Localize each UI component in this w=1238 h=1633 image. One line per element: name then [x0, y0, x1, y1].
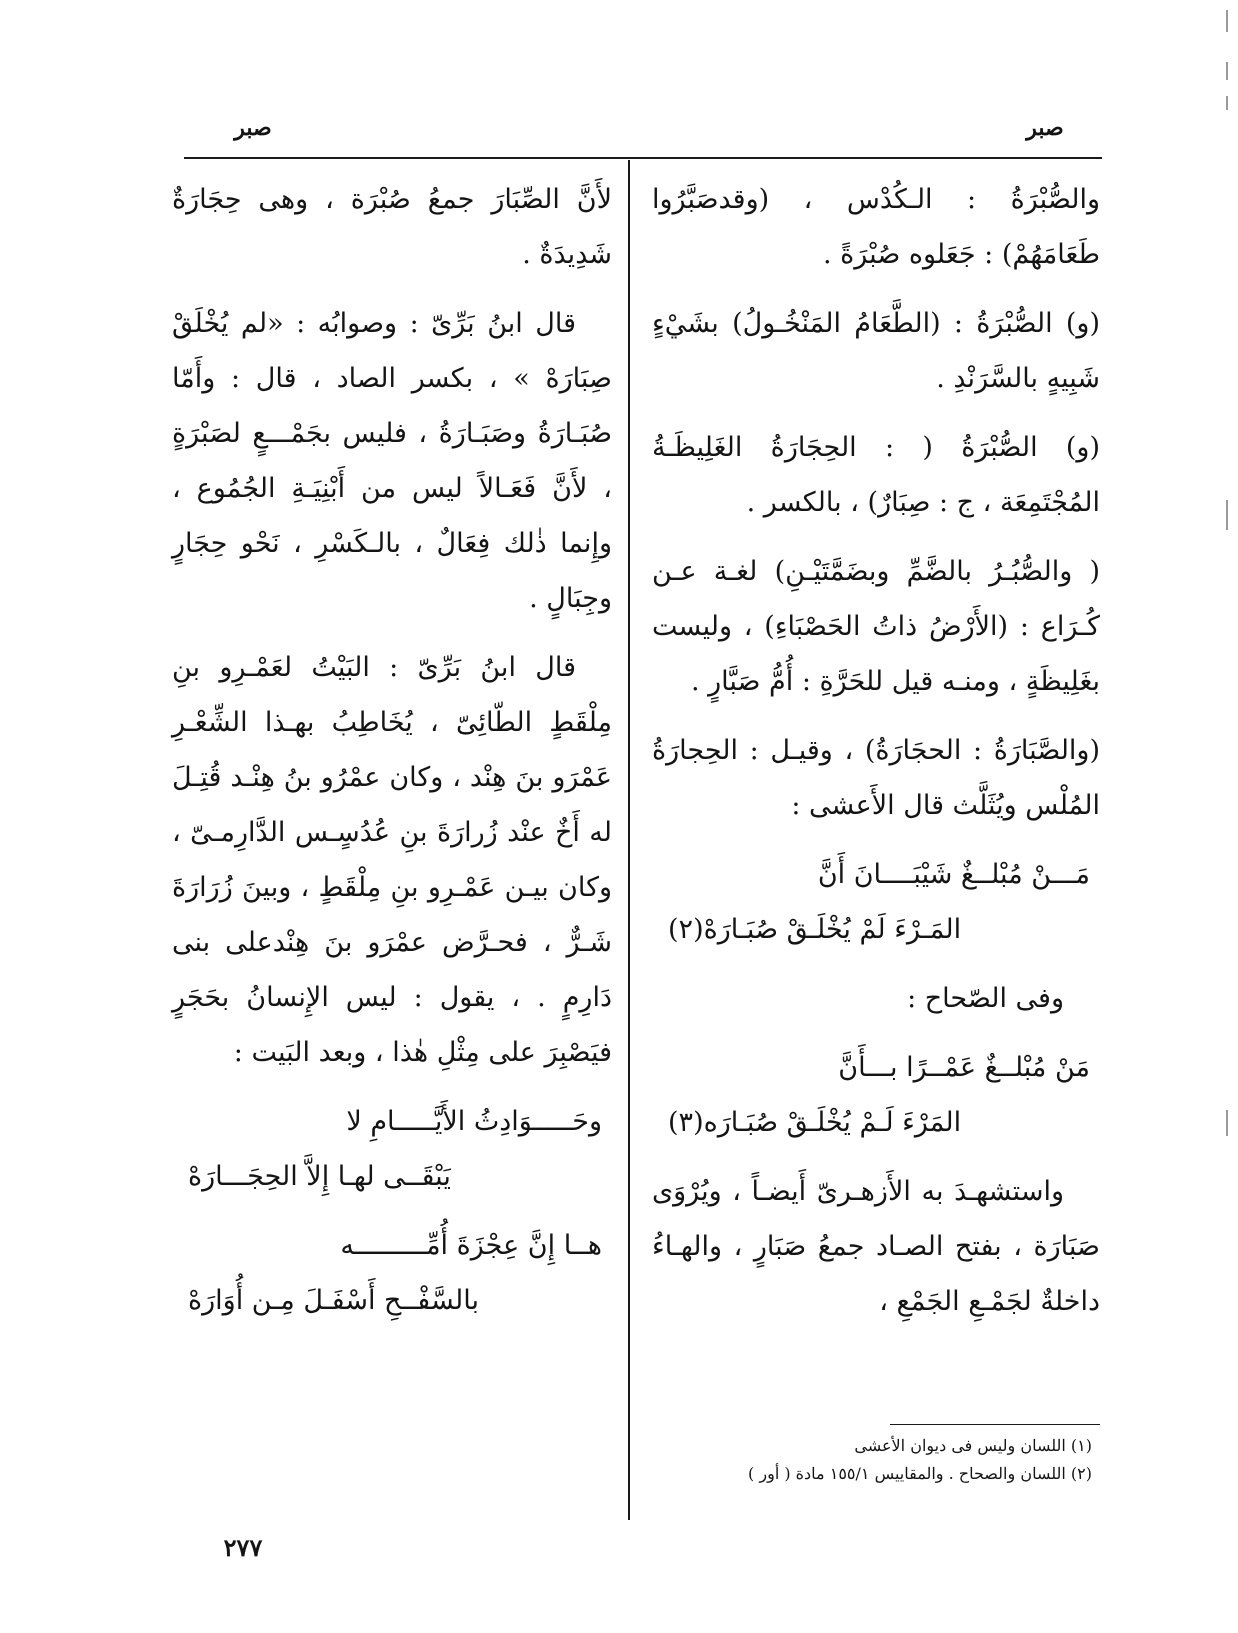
footnote: (١) اللسان وليس فى ديوان الأعشى: [854, 1436, 1092, 1455]
verse-second-hemistich: يَبْقَــى لهـا إِلاَّ الحِجَـــارَهْ: [188, 1161, 451, 1192]
verse: [652, 1040, 1100, 1150]
paragraph: قال ابنُ بَرِّىّ : البَيْتُ لعَمْـرِو بنِ مِلْقَطٍ الطّائِىّ ، يُخَاطِبُ بهـذا الشِّعْـرِ عَمْرَو بنَ هِنْد ، وكان عمْرُو بنُ هِنْـد قُتِـلَ له أَخٌ عنْد زُرارَةَ بنِ عُدُسٍـس الدَّارِمـىّ ، وكان بيـن عَمْـرِو بنِ مِلْقَطٍ ، وبينَ زُرَارَةَ شَـرٌّ ، فحـرَّض عمْرَو بنَ هِنْدعلى بنى دَارِمٍ . ، يقول : ليس الإِنسانُ بحَجَرٍ فيَصْبِرَ على مِثْلِ هٰذا ، وبعد البَيت :: [172, 652, 612, 1068]
verse-first-hemistich: مَـــنْ مُبْلــغٌ شَيْبَــــانَ أَنَّ: [817, 859, 1090, 890]
verse-first-hemistich: هــا إِنَّ عِجْزَةَ أُمِّـــــــــه: [340, 1230, 602, 1261]
footnote-rule: [890, 1424, 1100, 1425]
footnotes: [652, 1432, 1092, 1488]
paragraph: (و) الصُّبْرَةُ : (الطَّعَامُ المَنْخُـولُ) بشَيْءٍ شَبِيهٍ بالسَّرَنْدِ .: [652, 308, 1100, 394]
scan-edge-mark: [1226, 96, 1228, 110]
page-number: ٢٧٧: [223, 1533, 263, 1562]
verse-second-hemistich: المَـرْءَ لَمْ يُخْلَـقْ صُبَـارَهْ(٢): [668, 914, 962, 945]
paragraph: لأَنَّ الصِّبَارَ جمعُ صُبْرَة ، وهى حِجَارَةٌ شَدِيدَةٌ .: [172, 184, 612, 270]
paragraph: ( والصُّبُـرُ بالضَّمِّ وبضَمَّتَيْـنِ) لغـة عـن كُـرَاع : (الأَرْضُ ذاتُ الحَصْبَاءِ) ، وليست بغَلِيظَةٍ ، ومنـه قيل للحَرَّةِ : أُمُّ صَبَّارٍ .: [652, 556, 1100, 697]
scan-edge-mark: [1226, 10, 1228, 32]
running-head-right: صبر: [1026, 115, 1064, 141]
verse: [652, 847, 1100, 957]
left-column: [172, 172, 612, 1532]
scan-edge-marks: [1226, 0, 1228, 1633]
paragraph: (و) الصُّبْرَةُ ( : الحِجَارَةُ الغَلِيظَـةُ المُجْتَمِعَة ، ج : صِبَارٌ) ، بالكسر .: [652, 432, 1100, 518]
header-rule: [184, 157, 1102, 159]
verse-second-hemistich: المَرْءَ لَـمْ يُخْلَـقْ صُبَـارَه(٣): [668, 1107, 962, 1138]
scan-edge-mark: [1226, 500, 1228, 530]
verse: [172, 1094, 612, 1204]
paragraph: قال ابنُ بَرِّىّ : وصوابُه : «لم يُخْلَقْ صِبَارَهْ » ، بكسر الصاد ، قال : وأَمّا صُبَـارَةُ وصَبَـارَةُ ، فليس بجَمْـــعٍ لصَبْرَةٍ ، لأَنَّ فَعَـالاً ليس من أَبْنِيَـةِ الجُمُوع ، وإِنما ذٰلك فِعَالٌ ، بالـكَسْرِ ، نَحْو حِجَارٍ وجِبَالٍ .: [172, 308, 612, 614]
paragraph: والصُّبْرَةُ : الـكُدْس ، (وقدصَبَّرُوا طَعَامَهُمْ) : جَعَلوه صُبْرَةً .: [652, 184, 1100, 270]
footnote: (٢) اللسان والصحاح . والمقاييس ١٥٥/١ مادة ( أور ): [748, 1464, 1092, 1483]
verse-first-hemistich: وحَـــــوَادِثُ الأَيَّـــــامِ لا: [346, 1106, 602, 1137]
verse: [172, 1218, 612, 1328]
paragraph: وفى الصّحاح :: [907, 983, 1064, 1014]
running-head-left: صبر: [234, 115, 272, 141]
paragraph: (والصَّبَارَةُ : الحجَارَةُ) ، وقيـل : الحِجارَةُ المُلْس ويُثَلَّث قال الأَعشى :: [652, 735, 1100, 821]
scan-edge-mark: [1226, 1110, 1228, 1136]
column-divider: [628, 160, 630, 1520]
verse-first-hemistich: مَنْ مُبْلــغٌ عَمْــرًا بـــأَنَّ: [838, 1052, 1090, 1083]
paragraph: واستشهـدَ به الأَزهـرىّ أَيضـاً ، ويُرْوَى صَبَارَة ، بفتح الصـاد جمعُ صَبَارٍ ، والهـاءُ داخلةٌ لجَمْـعِ الجَمْعِ ،: [652, 1176, 1100, 1317]
right-column: [652, 172, 1100, 1397]
verse-second-hemistich: بالسَّفْــحِ أَسْفَـلَ مِـن أُوَارَهْ: [188, 1285, 480, 1316]
scan-edge-mark: [1226, 62, 1228, 80]
